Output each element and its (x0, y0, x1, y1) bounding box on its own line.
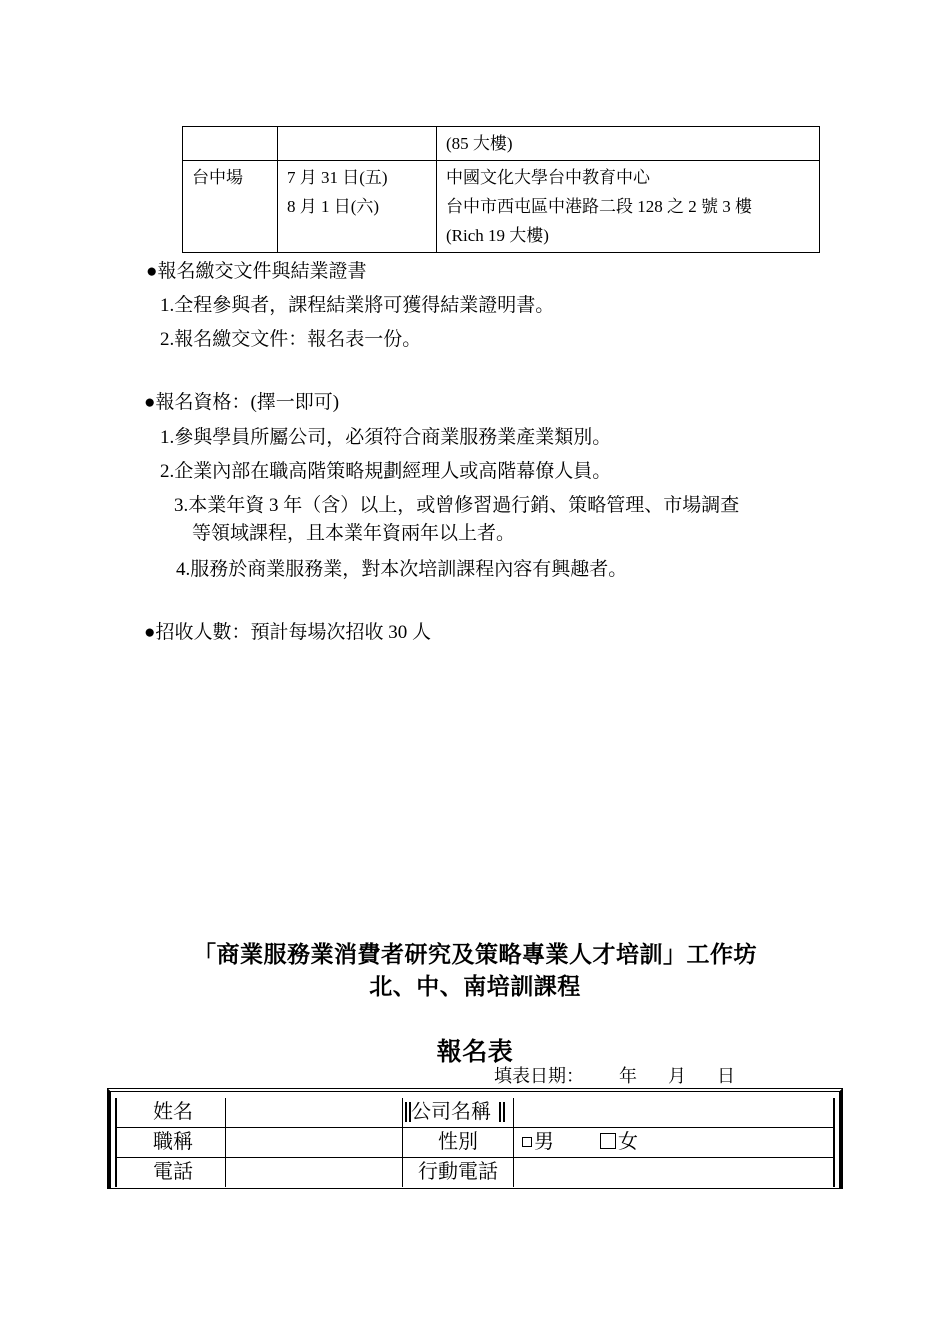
form-heading: 報名表 (436, 1039, 514, 1066)
venue-address-line: 中國文化大學台中教育中心 (446, 168, 650, 187)
name-label: 姓名 (116, 1098, 226, 1128)
male-label: 男 (534, 1131, 554, 1153)
section-quota-heading: ●招收人數：預計每場次招收 30 人 (144, 622, 431, 643)
venue-dates-cell (278, 161, 437, 253)
list-item: 1.全程參與者，課程結業將可獲得結業證明書。 (160, 295, 555, 316)
fill-date-label: 填表日期： (494, 1066, 584, 1086)
venue-region-cell (183, 127, 278, 161)
title-label: 職稱 (116, 1128, 226, 1158)
venue-address-cell (437, 161, 820, 253)
gender-label: 性別 (403, 1128, 514, 1158)
list-item: 2.報名繳交文件：報名表一份。 (160, 329, 422, 350)
mobile-field[interactable] (514, 1158, 835, 1188)
venue-table (182, 126, 820, 253)
section-qual-heading: ●報名資格：(擇一即可) (144, 392, 340, 413)
table-row (116, 1098, 834, 1128)
female-label: 女 (618, 1131, 638, 1153)
table-row (116, 1158, 834, 1188)
venue-date: 8 月 1 日(六) (287, 197, 380, 216)
list-item: 2.企業內部在職高階策略規劃經理人或高階幕僚人員。 (160, 461, 612, 482)
gender-field (514, 1128, 835, 1158)
venue-address-cell (437, 127, 820, 161)
list-item: 4.服務於商業服務業，對本次培訓課程內容有興趣者。 (176, 559, 628, 580)
venue-date: 7 月 31 日(五) (287, 168, 388, 187)
table-row (183, 161, 820, 253)
female-checkbox[interactable] (600, 1133, 616, 1149)
list-item: 1.參與學員所屬公司，必須符合商業服務業產業類別。 (160, 427, 612, 448)
form-title-line2: 北、中、南培訓課程 (369, 974, 581, 999)
fill-date-year: 年 (619, 1066, 637, 1086)
divider (499, 1102, 505, 1122)
mobile-label: 行動電話 (403, 1158, 514, 1188)
form-title-line1: 「商業服務業消費者研究及策略專業人才培訓」工作坊 (193, 942, 757, 967)
venue-address-line: 台中市西屯區中港路二段 128 之 2 號 3 樓 (446, 197, 752, 216)
fill-date-month: 月 (668, 1066, 686, 1086)
section-docs-heading: ●報名繳交文件與結業證書 (146, 261, 367, 282)
fill-date-day: 日 (717, 1066, 735, 1086)
venue-dates-cell (278, 127, 437, 161)
venue-address-line: (85 大樓) (446, 134, 513, 153)
title-field[interactable] (226, 1128, 403, 1158)
phone-label: 電話 (116, 1158, 226, 1188)
registration-form (115, 1098, 835, 1187)
phone-field[interactable] (226, 1158, 403, 1188)
table-row (116, 1128, 834, 1158)
list-item-continuation: 等領域課程，且本業年資兩年以上者。 (192, 523, 516, 544)
company-label: 公司名稱 (411, 1101, 491, 1123)
male-checkbox[interactable] (522, 1137, 532, 1147)
venue-address-line: (Rich 19 大樓) (446, 226, 549, 245)
company-label-cell (403, 1098, 514, 1128)
venue-region-cell: 台中場 (183, 161, 278, 253)
company-field[interactable] (514, 1098, 835, 1128)
name-field[interactable] (226, 1098, 403, 1128)
table-row (183, 127, 820, 161)
fill-date-line (494, 1064, 735, 1088)
list-item: 3.本業年資 3 年（含）以上，或曾修習過行銷、策略管理、市場調查 (174, 495, 740, 516)
